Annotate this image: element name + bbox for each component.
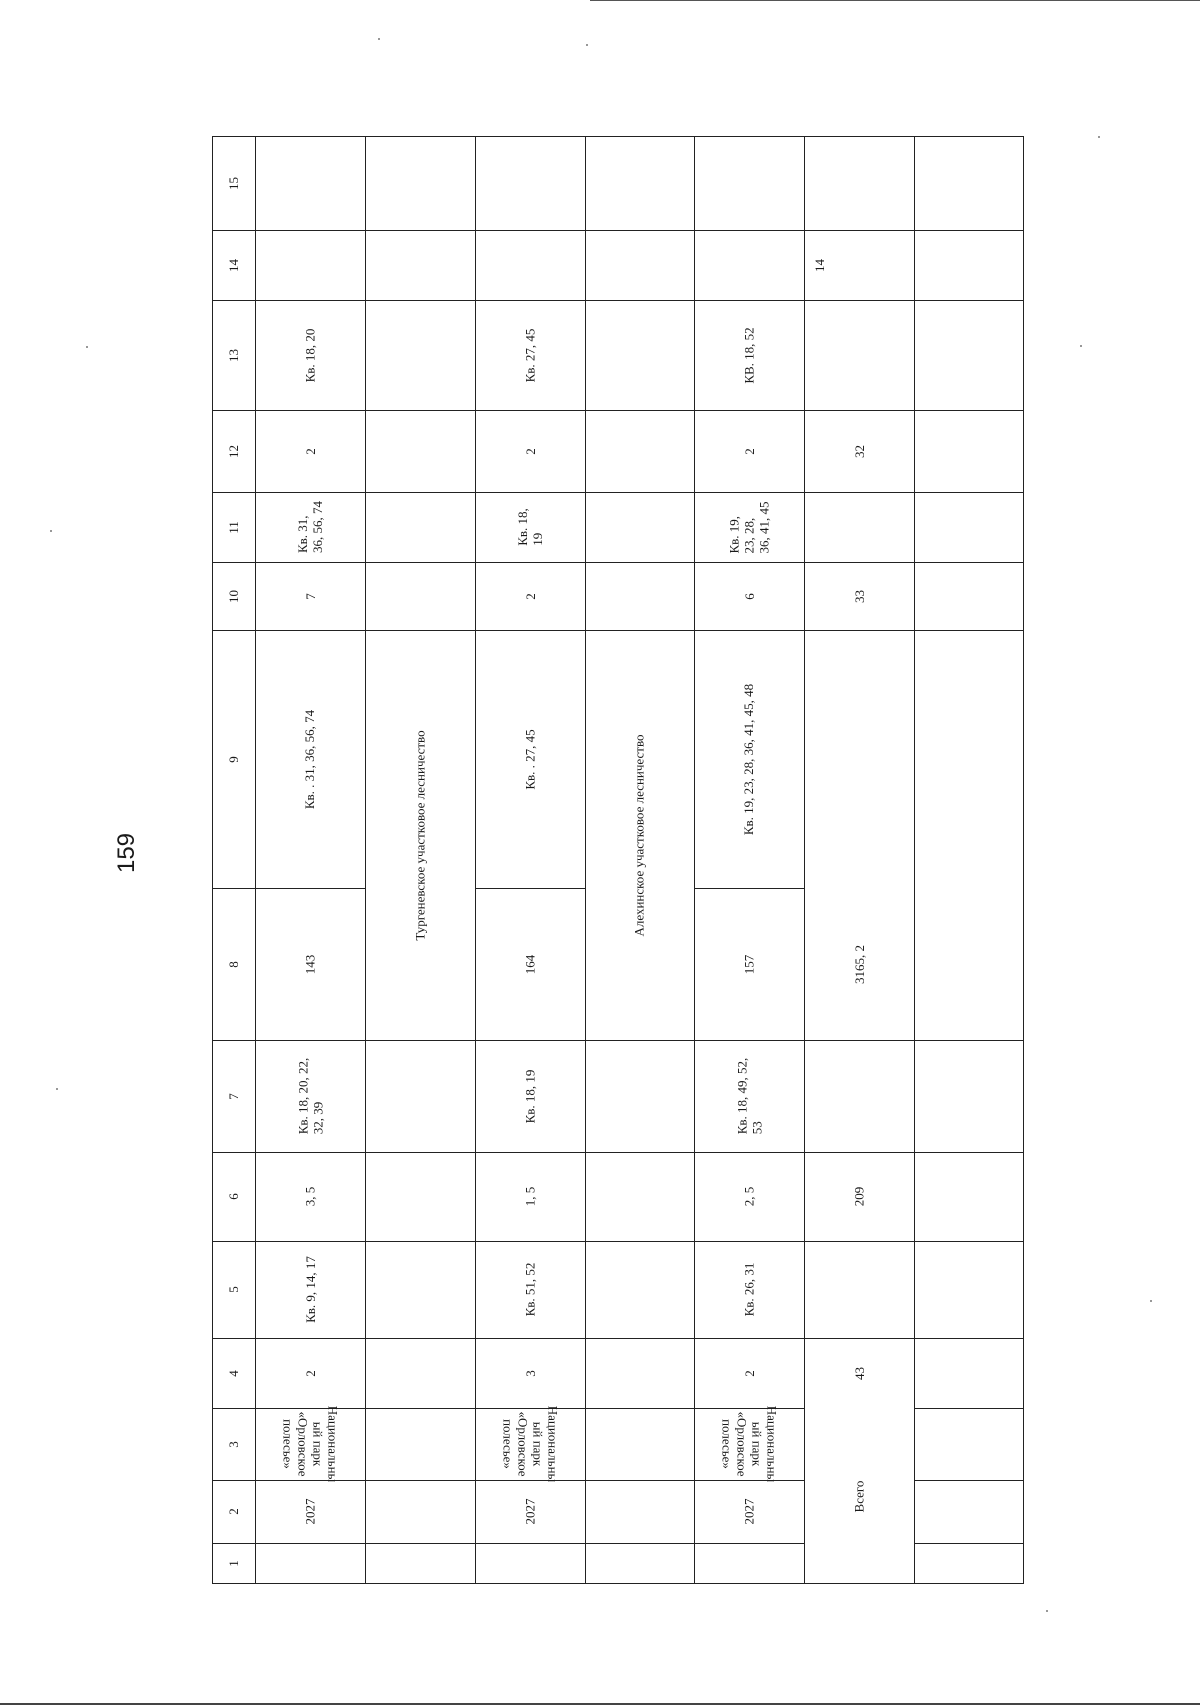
table-cell: 2 [741, 1369, 757, 1377]
total-cell: 33 [851, 589, 867, 603]
col-line [365, 1040, 475, 1041]
scan-speck [586, 44, 588, 46]
total-label: Всего [851, 1480, 867, 1512]
table-cell: Кв. 19, 23, 28, 36, 41, 45 [726, 501, 772, 553]
scan-speck [1080, 345, 1082, 347]
table-cell: 2 [302, 447, 318, 455]
column-number: 7 [226, 1092, 241, 1100]
table-cell: 3, 5 [302, 1186, 318, 1207]
scan-speck [378, 38, 380, 40]
section-header: Тургеневское участковое лесничество [412, 729, 428, 941]
table-cell: 164 [522, 954, 538, 974]
row-line [914, 136, 915, 1584]
column-number: 2 [226, 1508, 241, 1515]
table-cell: 2 [522, 447, 538, 455]
table-cell: Кв. 18, 49, 52, 53 [734, 1057, 764, 1135]
column-number: 9 [226, 755, 241, 763]
table-cell: 2027 [302, 1498, 318, 1525]
total-cell: 209 [851, 1186, 867, 1207]
table-cell: Кв. 31, 36, 56, 74 [295, 501, 325, 553]
column-number: 10 [226, 589, 241, 603]
table-cell: 2, 5 [741, 1186, 757, 1207]
table-cell: 1, 5 [522, 1186, 538, 1207]
table-cell: Кв. 18, 20, 22, 32, 39 [295, 1057, 325, 1135]
table-cell: 157 [741, 954, 757, 974]
table-cell: Кв. 18, 20 [302, 328, 318, 382]
table-cell: Кв. . 27, 45 [522, 728, 538, 790]
column-number: 1 [226, 1560, 241, 1567]
table-cell: Национальны ый парк «Орловское полесье» [719, 1405, 779, 1483]
total-cell: 43 [851, 1366, 867, 1380]
column-number: 5 [226, 1286, 241, 1293]
column-number: 15 [226, 176, 241, 190]
scan-speck [86, 346, 88, 348]
column-number: 12 [226, 444, 241, 458]
bottom-edge-line [0, 1703, 1200, 1705]
scan-speck [1150, 1300, 1152, 1302]
scan-speck [50, 530, 52, 532]
col-line [212, 1543, 804, 1544]
table-cell: Кв. 26, 31 [741, 1262, 757, 1317]
table-cell: 2 [302, 1369, 318, 1377]
table-cell: 2 [522, 592, 538, 600]
column-number: 14 [226, 258, 241, 272]
total-cell: 3165, 2 [851, 944, 867, 984]
table-cell: Кв. 18, 19 [515, 508, 545, 546]
column-number: 6 [226, 1193, 241, 1200]
top-edge-line [590, 0, 1200, 1]
total-cell: 14 [811, 258, 827, 272]
table-cell: КВ. 18, 52 [741, 326, 757, 384]
column-number: 8 [226, 960, 241, 968]
table-cell: 7 [302, 592, 318, 600]
table-cell: Кв. 9, 14, 17 [302, 1256, 318, 1323]
column-number: 11 [226, 520, 241, 534]
col-line [914, 1543, 1024, 1544]
table-cell: 6 [741, 592, 757, 600]
scan-speck [1098, 136, 1100, 138]
table-cell: Кв. 19, 23, 28, 36, 41, 45, 48 [741, 683, 757, 835]
table-cell: 143 [302, 954, 318, 974]
column-number: 3 [226, 1440, 241, 1448]
table-cell: Кв. 51, 52 [522, 1262, 538, 1317]
page-number: 159 [113, 832, 140, 874]
scan-speck [56, 1088, 58, 1090]
scan-speck [1046, 1610, 1048, 1612]
column-number: 4 [226, 1369, 241, 1377]
total-cell: 32 [851, 444, 867, 458]
table-cell: Кв. 18, 19 [522, 1069, 538, 1123]
table-cell: 2027 [522, 1498, 538, 1525]
table-cell: 2027 [741, 1498, 757, 1525]
table-cell: 2 [741, 447, 757, 455]
table-cell: Кв. 27, 45 [522, 328, 538, 382]
col-line [914, 1480, 1024, 1481]
table-cell: Национальны ый парк «Орловское полесье» [500, 1405, 560, 1483]
table-cell: 3 [522, 1369, 538, 1377]
table-cell: Кв. . 31, 36, 56, 74 [302, 709, 318, 809]
col-line [585, 1040, 694, 1041]
col-line [212, 230, 1024, 231]
col-line [914, 1408, 1024, 1409]
section-header: Алехинское участковое лесничество [632, 733, 648, 937]
table-cell: Национальны ый парк «Орловское полесье» [280, 1405, 340, 1483]
column-number: 13 [226, 348, 241, 362]
